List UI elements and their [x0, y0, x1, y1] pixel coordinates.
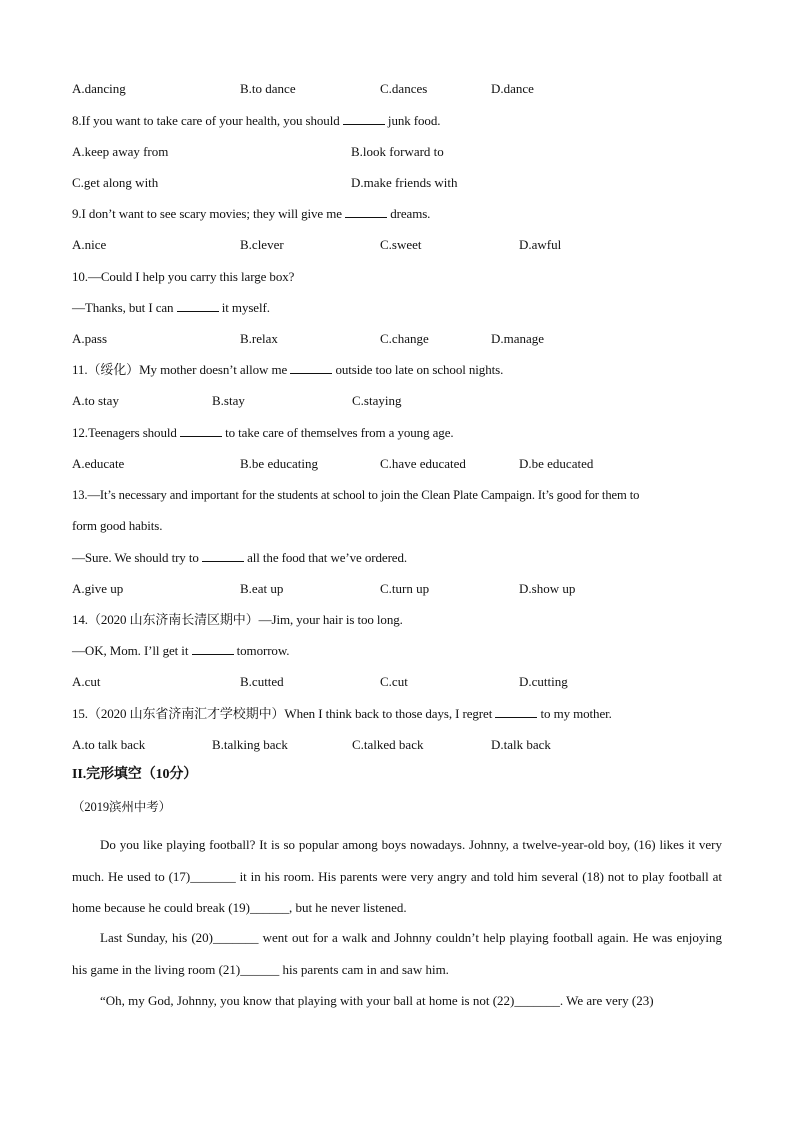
option-b: B.clever [240, 237, 284, 252]
option-c: C.change [380, 331, 429, 346]
question-15-stem: 15.（2020 山东省济南汇才学校期中）When I think back to those days, I regret to my mother. [72, 706, 612, 721]
option-a: A.nice [72, 237, 107, 252]
option-a: A.give up [72, 581, 124, 596]
option-d: D.make friends with [351, 175, 458, 190]
answer-blank [495, 705, 537, 718]
question-13-line1: 13.—It’s necessary and important for the students at school to join the Clean Plate Campaign. It’s good for them to [72, 488, 640, 502]
answer-blank [192, 642, 234, 655]
option-a: A.keep away from [72, 144, 169, 159]
answer-blank [202, 549, 244, 562]
answer-blank [290, 361, 332, 374]
option-c: C.talked back [352, 737, 424, 752]
option-d: D.awful [519, 237, 562, 252]
answer-blank [345, 205, 387, 218]
option-a: A.pass [72, 331, 108, 346]
option-d: D.be educated [519, 456, 594, 471]
answer-blank [180, 424, 222, 437]
option-b: B.be educating [240, 456, 318, 471]
question-14-line1: 14.（2020 山东济南长清区期中）—Jim, your hair is too long. [72, 612, 403, 627]
question-9-stem: 9.I don’t want to see scary movies; they will give me dreams. [72, 206, 431, 221]
option-c: C.cut [380, 674, 408, 689]
answer-blank [343, 112, 385, 125]
option-a: A.cut [72, 674, 101, 689]
option-b: B.look forward to [351, 144, 444, 159]
question-14-line2: —OK, Mom. I’ll get it tomorrow. [72, 643, 290, 658]
option-c: C.staying [352, 393, 402, 408]
question-10-line1: 10.—Could I help you carry this large box? [72, 269, 295, 284]
option-d: D.cutting [519, 674, 568, 689]
option-b: B.stay [212, 393, 245, 408]
passage-paragraph-3: “Oh, my God, Johnny, you know that playing with your ball at home is not (22)_______. We are very (23) [100, 993, 654, 1008]
option-d: D.talk back [491, 737, 551, 752]
option-b: B.to dance [240, 81, 296, 96]
option-c: C.get along with [72, 175, 159, 190]
option-b: B.eat up [240, 581, 284, 596]
option-c: C.turn up [380, 581, 430, 596]
option-b: B.talking back [212, 737, 288, 752]
question-8-stem: 8.If you want to take care of your health, you should junk food. [72, 113, 441, 128]
passage-paragraph-1: Do you like playing football? It is so popular among boys nowadays. Johnny, a twelve-year-old boy, (16) likes it very much. He used to (17)_______ it in his room. His parents were very angry and told him several (18) not to play football at home because he could break (19)______, but he never listened. [72, 837, 722, 915]
option-b: B.relax [240, 331, 278, 346]
section-heading: II.完形填空（10分） [72, 767, 198, 782]
option-a: A.to stay [72, 393, 119, 408]
option-a: A.educate [72, 456, 125, 471]
passage-paragraph-2: Last Sunday, his (20)_______ went out for a walk and Johnny couldn’t help playing football again. He was enjoying his game in the living room (21)______ his parents cam in and saw him. [72, 930, 722, 977]
question-11-stem: 11.（绥化）My mother doesn’t allow me outside too late on school nights. [72, 362, 504, 377]
option-d: D.manage [491, 331, 545, 346]
option-c: C.dances [380, 81, 428, 96]
question-13-line3: —Sure. We should try to all the food that we’ve ordered. [72, 550, 408, 565]
option-a: A.dancing [72, 81, 126, 96]
question-12-stem: 12.Teenagers should to take care of themselves from a young age. [72, 425, 454, 440]
answer-blank [177, 299, 219, 312]
option-c: C.sweet [380, 237, 422, 252]
option-d: D.dance [491, 81, 534, 96]
option-b: B.cutted [240, 674, 284, 689]
section-source: （2019滨州中考） [72, 800, 172, 814]
option-d: D.show up [519, 581, 576, 596]
option-c: C.have educated [380, 456, 466, 471]
question-13-line2: form good habits. [72, 518, 163, 533]
option-a: A.to talk back [72, 737, 146, 752]
question-10-line2: —Thanks, but I can it myself. [72, 300, 270, 315]
